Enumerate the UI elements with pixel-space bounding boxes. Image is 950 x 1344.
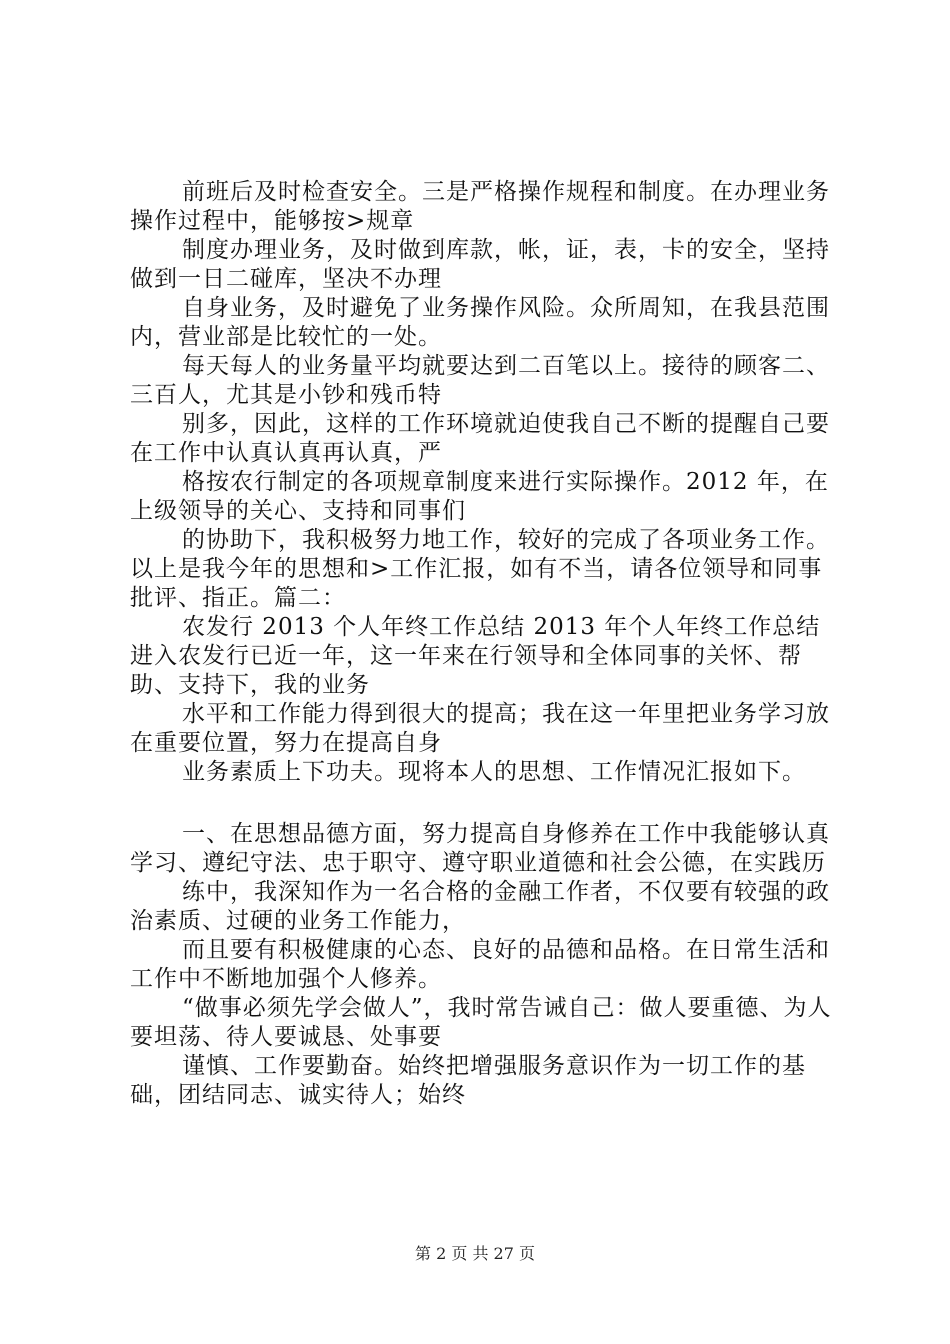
paragraph: 前班后及时检查安全。三是严格操作规程和制度。在办理业务操作过程中，能够按>规章 <box>130 179 830 234</box>
document-body <box>130 178 840 1110</box>
paragraph-spacer <box>130 787 840 820</box>
paragraph: 的协助下，我积极努力地工作，较好的完成了各项业务工作。以上是我今年的思想和>工作汇报，如有不当，请各位领导和同事批评、指正。篇二： <box>130 527 830 611</box>
paragraph: 水平和工作能力得到很大的提高；我在这一年里把业务学习放在重要位置，努力在提高自身 <box>130 701 830 756</box>
paragraph: 农发行 2013 个人年终工作总结 2013 年个人年终工作总结进入农发行已近一年，这一年来在行领导和全体同事的关怀、帮助、支持下，我的业务 <box>130 614 821 698</box>
paragraph: 每天每人的业务量平均就要达到二百笔以上。接待的顾客二、三百人，尤其是小钞和残币特 <box>130 353 830 408</box>
paragraph: 而且要有积极健康的心态、良好的品德和品格。在日常生活和工作中不断地加强个人修养。 <box>130 937 830 992</box>
paragraph: 自身业务，及时避免了业务操作风险。众所周知，在我县范围内，营业部是比较忙的一处。 <box>130 295 830 350</box>
paragraph: “做事必须先学会做人”，我时常告诫自己：做人要重德、为人要坦荡、待人要诚恳、处事要 <box>130 995 832 1050</box>
paragraph: 业务素质上下功夫。现将本人的思想、工作情况汇报如下。 <box>182 759 806 785</box>
paragraph: 别多，因此，这样的工作环境就迫使我自己不断的提醒自己要在工作中认真认真再认真，严 <box>130 411 830 466</box>
paragraph: 制度办理业务，及时做到库款，帐，证，表，卡的安全，坚持做到一日二碰库，坚决不办理 <box>130 237 830 292</box>
paragraph: 一、在思想品德方面，努力提高自身修养在工作中我能够认真学习、遵纪守法、忠于职守、遵守职业道德和社会公德，在实践历 <box>130 821 830 876</box>
page-number-footer: 第 2 页 共 27 页 <box>415 1244 535 1263</box>
paragraph: 谨慎、工作要勤奋。始终把增强服务意识作为一切工作的基础，团结同志、诚实待人；始终 <box>130 1053 806 1108</box>
paragraph: 格按农行制定的各项规章制度来进行实际操作。2012 年，在上级领导的关心、支持和同事们 <box>130 469 829 524</box>
paragraph: 练中，我深知作为一名合格的金融工作者，不仅要有较强的政治素质、过硬的业务工作能力， <box>130 879 830 934</box>
